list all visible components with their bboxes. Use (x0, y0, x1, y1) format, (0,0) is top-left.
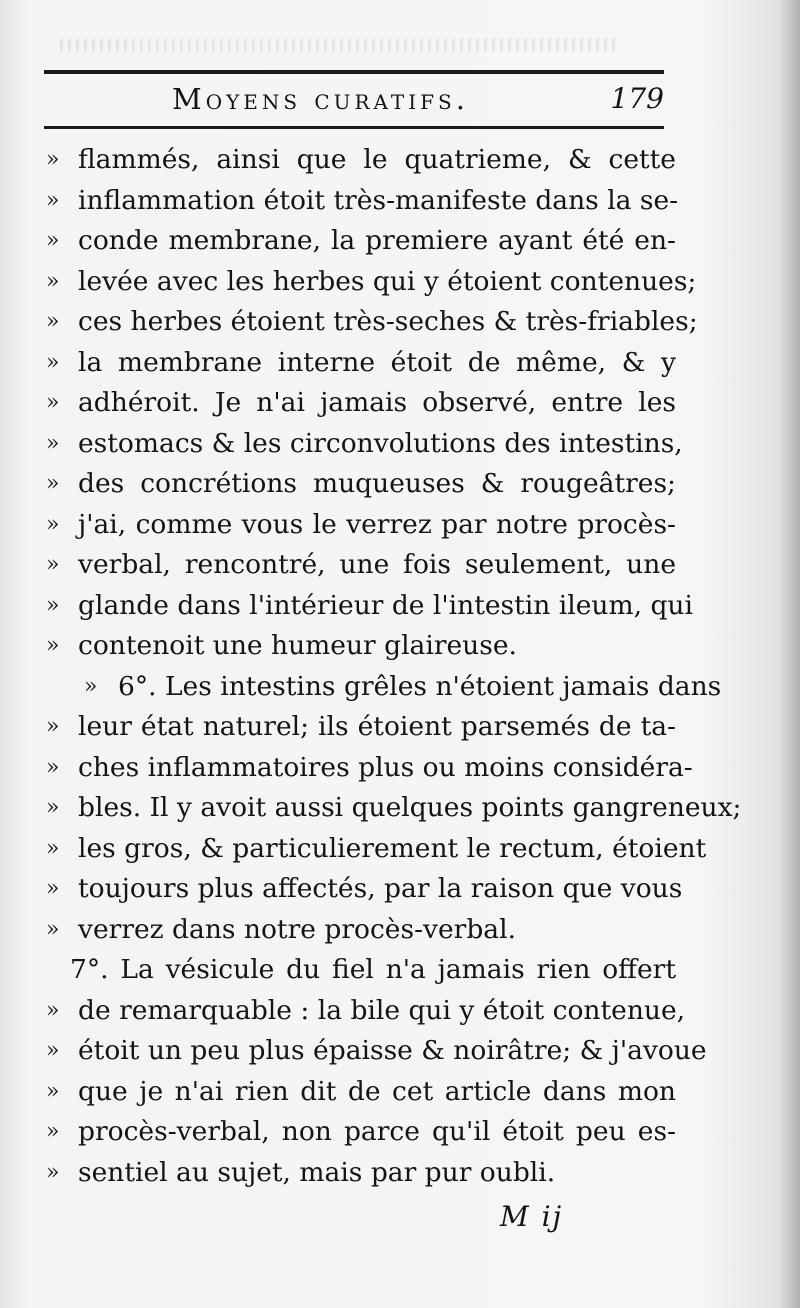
line-text: contenoit une humeur glaireuse. (78, 630, 517, 661)
quote-mark: » (46, 754, 60, 780)
quote-mark: » (46, 471, 60, 496)
text-line (46, 1112, 676, 1153)
line-text: les gros, & particulierement le rectum, étoient (78, 832, 707, 864)
line-text: ches inflammatoires plus ou moins considéra- (78, 751, 693, 783)
line-text: flammés, ainsi que le quatrieme, & cette (78, 144, 676, 175)
quote-mark: » (46, 228, 60, 253)
text-line (46, 545, 676, 586)
line-text: verbal, rencontré, une fois seulement, une (78, 549, 676, 580)
bleed-through-marks (60, 38, 620, 52)
text-line (46, 869, 683, 910)
quote-mark: » (46, 1119, 60, 1144)
quote-mark: » (46, 349, 60, 375)
header-rule-top (44, 70, 664, 74)
quote-mark: » (46, 916, 60, 942)
running-header (44, 80, 664, 120)
line-text: conde membrane, la premiere ayant été en- (78, 225, 676, 256)
line-text: verrez dans notre procès-verbal. (78, 913, 517, 945)
quote-mark: » (46, 309, 60, 334)
line-text: adhéroit. Je n'ai jamais observé, entre les (78, 387, 676, 418)
line-text: glande dans l'intérieur de l'intestin ileum, qui (78, 589, 693, 621)
line-text: 7°. La vésicule du fiel n'a jamais rien offert (70, 954, 676, 985)
quote-mark: » (46, 633, 60, 658)
text-line (46, 1072, 676, 1113)
body-text (46, 140, 742, 1193)
line-text: estomacs & les circonvolutions des intestins, (78, 427, 683, 459)
line-text: étoit un peu plus épaisse & noirâtre; & j'avoue (78, 1035, 707, 1066)
quote-mark: » (46, 187, 60, 213)
line-text: sentiel au sujet, mais par pur oubli. (78, 1156, 556, 1188)
quote-mark: » (46, 997, 60, 1023)
line-text: 6°. Les intestins grêles n'étoient jamais dans (118, 670, 722, 702)
quote-mark: » (46, 592, 60, 618)
header-rule-bottom (44, 126, 664, 129)
text-line (46, 424, 683, 465)
line-text: ces herbes étoient très-seches & très-friables; (78, 306, 698, 337)
quote-mark: » (46, 390, 60, 415)
line-text: de remarquable : la bile qui y étoit contenue, (78, 994, 686, 1026)
text-line (46, 140, 676, 181)
signature-mark: M ij (500, 1200, 564, 1233)
text-line (46, 262, 697, 303)
text-line (46, 464, 676, 505)
text-line (46, 748, 693, 789)
line-text: bles. Il y avoit aussi quelques points gangreneux; (78, 792, 742, 823)
quote-mark: » (46, 552, 60, 577)
quote-mark: » (46, 268, 60, 294)
quote-mark: » (46, 835, 60, 861)
line-text: procès-verbal, non parce qu'il étoit peu es- (78, 1116, 676, 1147)
text-line-paragraph-start (46, 667, 722, 708)
text-line (46, 829, 707, 870)
text-line (46, 788, 742, 829)
line-text: toujours plus affectés, par la raison que vous (78, 873, 683, 904)
text-line (46, 221, 676, 262)
quote-mark: » (46, 1078, 60, 1104)
quote-mark: » (46, 511, 60, 537)
text-line (46, 586, 693, 627)
running-title: Moyens curatifs. (172, 82, 469, 116)
text-line (46, 505, 676, 546)
text-line (46, 991, 686, 1032)
quote-mark: » (46, 430, 60, 456)
line-text: leur état naturel; ils étoient parsemés de ta- (78, 711, 676, 742)
line-text: la membrane interne étoit de même, & y (78, 346, 676, 378)
line-text: des concrétions muqueuses & rougeâtres; (78, 468, 676, 499)
line-text: inflammation étoit très-manifeste dans la se- (78, 184, 679, 216)
quote-mark: » (46, 795, 60, 820)
quote-mark: » (46, 1038, 60, 1063)
line-text: levée avec les herbes qui y étoient contenues; (78, 265, 697, 297)
text-line (46, 1153, 676, 1194)
quote-mark: » (46, 147, 60, 172)
line-text: que je n'ai rien dit de cet article dans mon (78, 1075, 676, 1107)
text-line (46, 626, 676, 667)
quote-mark: » (46, 1159, 60, 1185)
line-text: j'ai, comme vous le verrez par notre procès- (78, 508, 676, 540)
page-edge-shadow (778, 0, 800, 1308)
text-line (46, 343, 676, 384)
text-line (46, 302, 698, 343)
quote-mark: » (84, 673, 98, 699)
page-number: 179 (610, 82, 664, 115)
text-line (46, 707, 676, 748)
quote-mark: » (46, 876, 60, 901)
text-line-paragraph-start (46, 950, 676, 991)
text-line (46, 910, 676, 951)
text-line (46, 181, 679, 222)
quote-mark: » (46, 714, 60, 739)
text-line (46, 1031, 707, 1072)
text-line (46, 383, 676, 424)
